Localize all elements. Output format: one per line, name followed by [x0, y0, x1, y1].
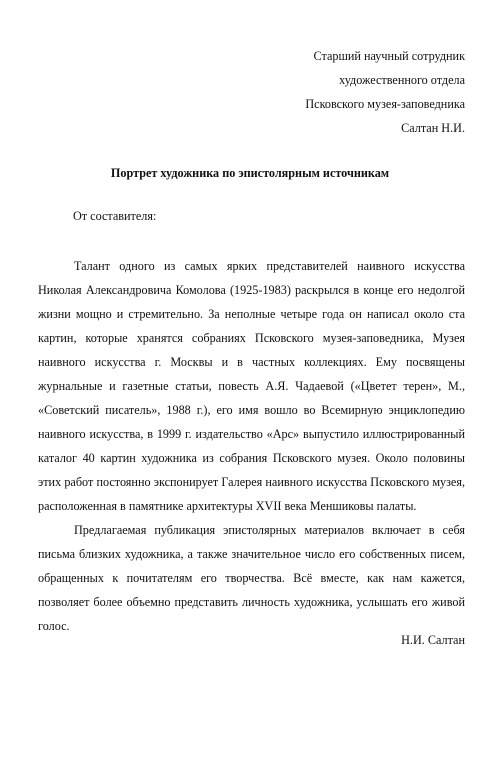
- document-title: Портрет художника по эпистолярным источникам: [110, 166, 390, 180]
- body-text: [38, 254, 465, 638]
- author-name-line: Салтан Н.И.: [401, 121, 465, 135]
- paragraph-publication: Предлагаемая публикация эпистолярных материалов включает в себя письма близких художника, а также значительное число его собственных писем, обращенных к почитателям его творчества. Всё вместе, как нам кажется, позволяет более объемно представить личность художника, услышать его живой голос.: [38, 523, 465, 633]
- paragraph-intro: Талант одного из самых ярких представителей наивного искусства Николая Александровича Комолова (1925-1983) раскрылся в конце его недолгой жизни мощно и стремительно. За неполные четыре года он написал около ста картин, которые хранятся собраниях Псковского музея-заповедника, Музея наивного искусства г. Москвы и в частных коллекциях. Ему посвящены журнальные и газетные статьи, повесть А.Я. Чадаевой («Цветет терен», М., «Советский писатель», 1988 г.), его имя вошло во Всемирную энциклопедию наивного искусства, в 1999 г. издательство «Арс» выпустило иллюстрированный каталог 40 картин художника из собрания Псковского музея. Около половины этих работ постоянно экспонирует Галерея наивного искусства Псковского музея, расположенная в памятнике архитектуры XVII века Меншиковы палаты.: [38, 259, 465, 513]
- compiler-note-label: От составителя:: [73, 209, 157, 223]
- author-department-line: художественного отдела: [339, 73, 465, 87]
- author-info-block: [305, 44, 465, 140]
- author-museum-line: Псковского музея-заповедника: [305, 97, 465, 111]
- signature: Н.И. Салтан: [401, 633, 465, 647]
- author-position-line: Старший научный сотрудник: [313, 49, 465, 63]
